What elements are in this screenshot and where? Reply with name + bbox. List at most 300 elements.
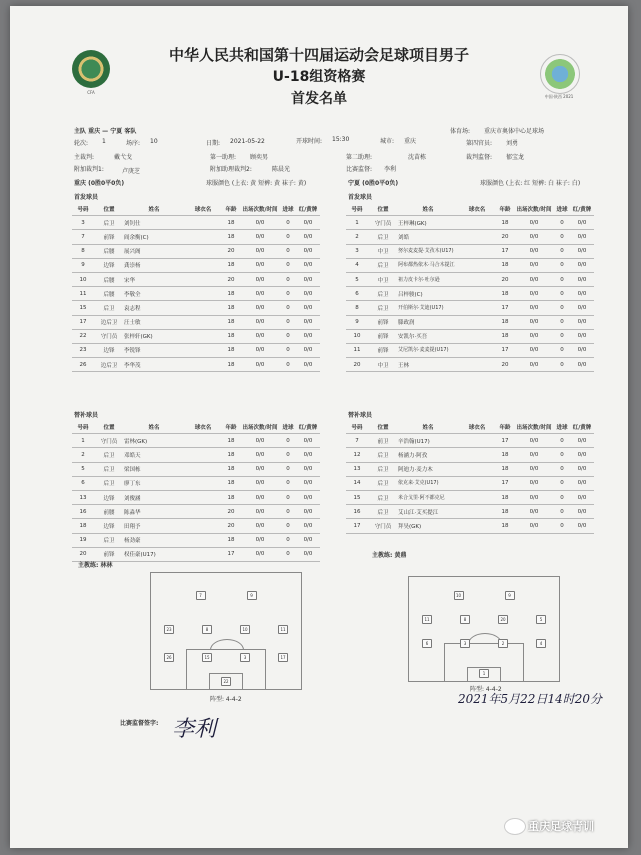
title-line-3: 首发名单 [291,91,347,107]
player-shirt-name [458,301,496,315]
player-apps: 0/0 [514,230,554,244]
player-cards: 0/0 [570,519,594,533]
player-player-name: 王林 [398,358,458,372]
table-header-row [346,202,594,216]
player-shirt-name [184,272,222,286]
player-apps: 0/0 [514,462,554,476]
match-label: 场序: [126,140,141,147]
player-row [72,244,320,258]
player-position: 后卫 [368,476,398,490]
player-number: 23 [72,343,94,357]
player-position: 边锋 [94,258,124,272]
kickoff: 15:30 [332,136,350,143]
player-goals: 0 [554,230,570,244]
player-apps: 0/0 [240,287,280,301]
player-position: 边锋 [94,490,124,504]
player-player-name: 安凯尔·买吾 [398,329,458,343]
assessor: 郁宝龙 [506,154,525,161]
player-player-name: 祖力皮卡尔·吐尔逊 [398,272,458,286]
player-cards: 0/0 [570,343,594,357]
player-age: 17 [496,343,514,357]
player-row [346,216,594,230]
player-goals: 0 [554,329,570,343]
player-apps: 0/0 [240,505,280,519]
player-goals: 0 [280,505,296,519]
player-player-name: 艾山江·艾买提江 [398,505,458,519]
player-position: 守门员 [94,434,124,448]
player-player-name: 李敬全 [124,287,184,301]
player-player-name: 刘俊涵 [124,490,184,504]
player-number: 2 [72,448,94,462]
player-goals: 0 [280,272,296,286]
player-shirt-name [458,329,496,343]
player-goals: 0 [554,358,570,372]
player-number: 10 [346,329,368,343]
player-shirt-name [184,287,222,301]
away-team-name: 宁夏 (0胜0平0负) [348,180,399,187]
player-cards: 0/0 [296,216,320,230]
player-age: 18 [222,216,240,230]
player-shirt-name [184,329,222,343]
player-player-name: 展兴阁 [124,244,184,258]
player-number: 7 [346,434,368,448]
referee: 戴弋戈 [114,154,133,161]
player-shirt-icon: 22 [221,677,231,686]
player-cards: 0/0 [296,448,320,462]
player-row [72,490,320,504]
player-number: 15 [72,301,94,315]
player-row [346,244,594,258]
player-cards: 0/0 [570,315,594,329]
player-cards: 0/0 [296,490,320,504]
player-shirt-name [184,547,222,561]
player-cards: 0/0 [570,244,594,258]
commissioner-label: 比赛监督: [346,166,373,173]
player-player-name: 廖丁东 [124,476,184,490]
player-player-name: 李华茂 [124,358,184,372]
player-goals: 0 [280,533,296,547]
player-row [72,434,320,448]
column-header-apps: 出场次数/时间 [240,420,280,434]
player-age: 20 [222,505,240,519]
player-row [346,272,594,286]
referee-label: 主裁判: [74,154,95,161]
player-player-name: 刘皓 [398,230,458,244]
column-header-number: 号码 [346,202,368,216]
player-row [72,476,320,490]
table-header-row [72,202,320,216]
watermark: 重庆足球青训 [528,820,594,833]
player-age: 20 [222,519,240,533]
player-goals: 0 [280,216,296,230]
player-goals: 0 [554,272,570,286]
wechat-icon [504,818,526,835]
home-starters-label: 首发球员 [74,194,99,201]
player-goals: 0 [554,216,570,230]
player-shirt-icon: 11 [278,625,288,634]
player-row [72,272,320,286]
player-age: 20 [496,230,514,244]
player-apps: 0/0 [240,358,280,372]
player-number: 19 [72,533,94,547]
player-number: 5 [346,272,368,286]
player-apps: 0/0 [514,301,554,315]
player-row [72,315,320,329]
player-shirt-name [458,244,496,258]
player-row [72,258,320,272]
home-coach: 主教练: 林林 [78,562,113,569]
player-goals: 0 [280,547,296,561]
fourth: 刘勇 [506,140,519,147]
player-number: 20 [346,358,368,372]
player-apps: 0/0 [240,519,280,533]
player-row [346,490,594,504]
column-header-number: 号码 [72,202,94,216]
player-goals: 0 [280,329,296,343]
player-player-name: 阿布都热依木·马合木提江 [398,258,458,272]
player-goals: 0 [554,244,570,258]
column-header-apps: 出场次数/时间 [240,202,280,216]
player-player-name: 拜昊(GK) [398,519,458,533]
extra1-label: 附加裁判1: [74,166,104,173]
player-goals: 0 [280,519,296,533]
player-apps: 0/0 [240,476,280,490]
player-number: 6 [72,476,94,490]
venue: 重庆市奥体中心足球场 [484,128,545,135]
player-age: 20 [496,358,514,372]
player-apps: 0/0 [514,434,554,448]
player-player-name: 龚崇杨 [124,258,184,272]
player-age: 18 [222,315,240,329]
player-position: 后卫 [368,287,398,301]
player-apps: 0/0 [240,230,280,244]
home-formation-label: 阵型: 4-4-2 [210,696,242,703]
assessor-label: 裁判监督: [466,154,493,161]
player-number: 11 [72,287,94,301]
player-cards: 0/0 [570,434,594,448]
player-player-name: 王梓琳(GK) [398,216,458,230]
player-player-name: 吕梓骏(C) [398,287,458,301]
player-player-name: 梁国栋 [124,462,184,476]
player-position: 中卫 [368,272,398,286]
player-row [346,476,594,490]
column-header-goals: 进球 [280,202,296,216]
player-position: 后卫 [368,462,398,476]
player-row [346,434,594,448]
column-header-apps: 出场次数/时间 [514,202,554,216]
column-header-position: 位置 [94,420,124,434]
player-position: 边锋 [94,343,124,357]
player-shirt-name [458,476,496,490]
commissioner: 李利 [384,166,397,173]
player-number: 16 [346,505,368,519]
player-goals: 0 [280,287,296,301]
player-shirt-icon: 3 [240,653,250,662]
player-player-name: 米合戈里·阿不都克尼 [398,490,458,504]
player-shirt-icon: 4 [536,639,546,648]
player-row [72,329,320,343]
player-shirt-icon: 11 [422,615,432,624]
player-goals: 0 [280,244,296,258]
player-apps: 0/0 [240,533,280,547]
player-row [72,448,320,462]
player-apps: 0/0 [514,258,554,272]
away-subs-label: 替补球员 [348,412,373,419]
player-shirt-icon: 26 [164,653,174,662]
player-shirt-name [458,358,496,372]
player-player-name: 艾尼凯尔·麦麦提(U17) [398,343,458,357]
player-number: 4 [346,258,368,272]
column-header-goals: 进球 [554,420,570,434]
player-goals: 0 [554,434,570,448]
player-cards: 0/0 [570,329,594,343]
player-shirt-icon: 8 [460,615,470,624]
player-number: 8 [346,301,368,315]
player-position: 中卫 [368,244,398,258]
player-cards: 0/0 [296,434,320,448]
player-number: 14 [346,476,368,490]
player-number: 5 [72,462,94,476]
column-header-cards: 红/黄牌 [296,420,320,434]
player-cards: 0/0 [296,301,320,315]
player-shirt-icon: 8 [202,625,212,634]
home-starters-table [72,202,320,372]
player-position: 守门员 [368,216,398,230]
player-position: 后卫 [94,216,124,230]
player-shirt-name [184,315,222,329]
player-cards: 0/0 [296,547,320,561]
player-age: 18 [222,358,240,372]
player-position: 前锋 [368,329,398,343]
column-header-position: 位置 [94,202,124,216]
player-age: 18 [496,287,514,301]
player-row [346,505,594,519]
player-shirt-icon: 9 [247,591,257,600]
player-age: 18 [222,329,240,343]
player-goals: 0 [554,258,570,272]
player-cards: 0/0 [570,216,594,230]
player-cards: 0/0 [570,462,594,476]
player-number: 3 [72,216,94,230]
player-position: 前锋 [94,547,124,561]
city-label: 城市: [380,138,395,145]
home-subs-label: 替补球员 [74,412,99,419]
player-goals: 0 [554,462,570,476]
player-shirt-name [184,301,222,315]
player-number: 10 [72,272,94,286]
player-goals: 0 [280,434,296,448]
player-row [72,301,320,315]
match-no: 10 [150,138,158,145]
player-age: 17 [496,434,514,448]
column-header-player-name: 姓名 [124,420,184,434]
handwritten-signature: 李利 [172,717,217,742]
player-position: 后卫 [368,230,398,244]
player-shirt-icon: 9 [505,591,515,600]
player-shirt-name [184,216,222,230]
player-age: 18 [222,448,240,462]
player-age: 18 [222,490,240,504]
cfa-logo-caption: CFA [87,90,95,95]
player-cards: 0/0 [296,230,320,244]
player-shirt-name [184,519,222,533]
player-cards: 0/0 [570,258,594,272]
player-shirt-name [184,533,222,547]
player-row [346,343,594,357]
player-row [72,216,320,230]
player-position: 后卫 [94,301,124,315]
table-header-row [72,420,320,434]
player-shirt-icon: 15 [202,653,212,662]
player-shirt-name [458,343,496,357]
player-number: 11 [346,343,368,357]
player-goals: 0 [280,258,296,272]
player-position: 后卫 [94,448,124,462]
player-shirt-icon: 23 [164,625,174,634]
player-player-name: 阎余衡(C) [124,230,184,244]
player-position: 后卫 [368,490,398,504]
away-formation-label: 阵型: 4-4-2 [470,686,502,693]
player-goals: 0 [554,519,570,533]
away-starters-label: 首发球员 [348,194,373,201]
column-header-apps: 出场次数/时间 [514,420,554,434]
player-position: 守门员 [94,329,124,343]
player-apps: 0/0 [240,301,280,315]
player-goals: 0 [554,301,570,315]
date-label: 日期: [206,140,221,147]
column-header-number: 号码 [72,420,94,434]
player-shirt-icon: 20 [498,615,508,624]
player-goals: 0 [554,448,570,462]
ar2-label: 第二助理: [346,154,373,161]
player-shirt-name [184,505,222,519]
player-row [346,448,594,462]
column-header-player-name: 姓名 [398,202,458,216]
player-position: 前锋 [94,230,124,244]
player-age: 18 [222,533,240,547]
column-header-player-name: 姓名 [398,420,458,434]
player-apps: 0/0 [514,329,554,343]
player-age: 18 [222,343,240,357]
player-shirt-name [184,358,222,372]
column-header-shirt-name: 球衣名 [458,420,496,434]
player-shirt-name [458,462,496,476]
player-cards: 0/0 [570,230,594,244]
player-apps: 0/0 [514,287,554,301]
team-sheet [10,6,628,848]
player-cards: 0/0 [296,462,320,476]
player-shirt-name [458,434,496,448]
player-apps: 0/0 [514,315,554,329]
player-apps: 0/0 [240,343,280,357]
column-header-age: 年龄 [496,420,514,434]
player-age: 18 [496,329,514,343]
player-position: 守门员 [368,519,398,533]
player-apps: 0/0 [240,315,280,329]
away-subs-table [346,420,594,534]
player-goals: 0 [280,358,296,372]
player-cards: 0/0 [570,448,594,462]
player-position: 后卫 [94,476,124,490]
player-cards: 0/0 [570,272,594,286]
player-goals: 0 [280,343,296,357]
player-player-name: 杨涵力·阿孜 [398,448,458,462]
ar1-label: 第一助理: [210,154,237,161]
player-age: 20 [496,272,514,286]
ar1: 顾奕男 [250,154,269,161]
player-player-name: 张梓轩(GK) [124,329,184,343]
player-apps: 0/0 [514,272,554,286]
player-age: 18 [496,490,514,504]
extra2: 陈晨光 [272,166,291,173]
player-row [346,258,594,272]
player-apps: 0/0 [514,448,554,462]
player-age: 17 [496,244,514,258]
player-goals: 0 [554,490,570,504]
player-number: 3 [346,244,368,258]
player-player-name: 宋华 [124,272,184,286]
player-number: 16 [72,505,94,519]
player-shirt-icon: 2 [498,639,508,648]
player-goals: 0 [554,287,570,301]
player-shirt-name [184,230,222,244]
kickoff-label: 开球时间: [296,138,323,145]
player-number: 15 [346,490,368,504]
player-cards: 0/0 [296,315,320,329]
column-header-position: 位置 [368,202,398,216]
player-number: 8 [72,244,94,258]
player-shirt-name [184,434,222,448]
player-apps: 0/0 [240,244,280,258]
player-apps: 0/0 [240,329,280,343]
player-age: 18 [496,519,514,533]
column-header-age: 年龄 [222,202,240,216]
player-position: 后腰 [94,244,124,258]
player-shirt-name [458,258,496,272]
player-cards: 0/0 [296,505,320,519]
player-cards: 0/0 [296,358,320,372]
player-age: 18 [222,287,240,301]
player-shirt-name [458,272,496,286]
player-number: 12 [346,448,368,462]
player-apps: 0/0 [240,216,280,230]
player-position: 后卫 [94,462,124,476]
fourth-label: 第四官员: [466,140,493,147]
player-shirt-name [458,230,496,244]
player-number: 6 [346,287,368,301]
teams: 主队 重庆 — 宁夏 客队 [74,128,137,135]
player-position: 边后卫 [94,315,124,329]
player-cards: 0/0 [296,519,320,533]
player-number: 13 [346,462,368,476]
player-age: 17 [496,301,514,315]
player-goals: 0 [280,230,296,244]
player-cards: 0/0 [570,505,594,519]
extra1: 卢庚芝 [122,168,141,175]
player-player-name: 依克来·艾克(U17) [398,476,458,490]
player-shirt-name [458,519,496,533]
column-header-goals: 进球 [554,202,570,216]
player-row [72,287,320,301]
player-cards: 0/0 [296,272,320,286]
player-goals: 0 [280,448,296,462]
player-age: 18 [222,462,240,476]
player-player-name: 杨劲豪 [124,533,184,547]
player-shirt-name [458,448,496,462]
player-number: 2 [346,230,368,244]
player-shirt-name [458,315,496,329]
handwritten-date: 2021年5月22日14时20分 [458,692,602,706]
